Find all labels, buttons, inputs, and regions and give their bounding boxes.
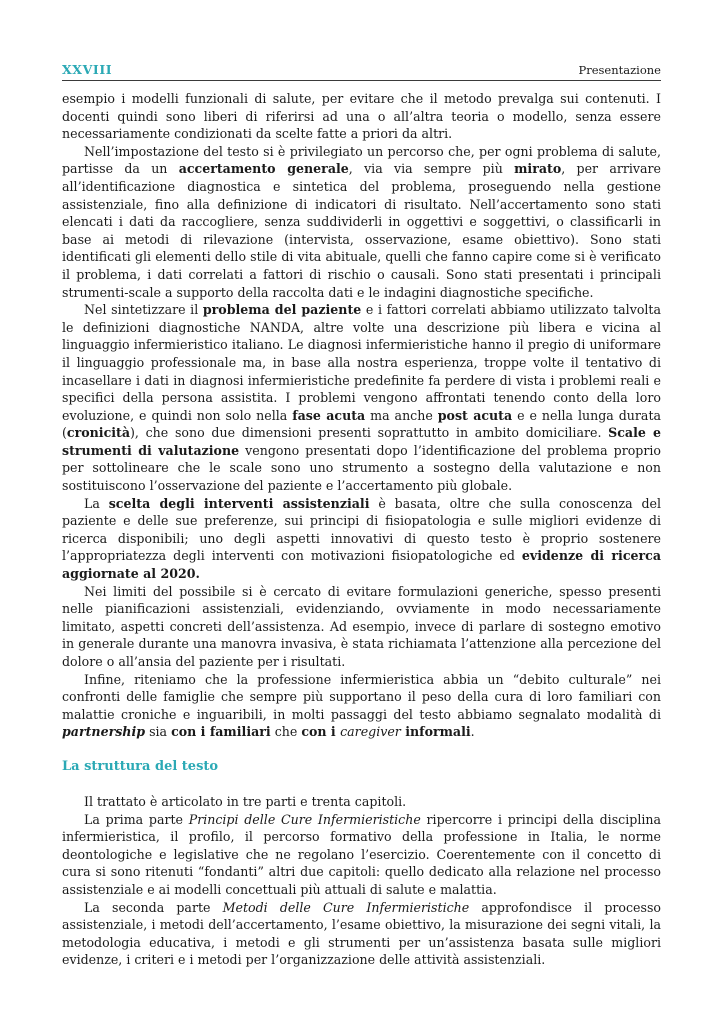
text-run: La seconda parte: [84, 899, 223, 915]
text-run: Nei limiti del possibile si è cercato di evitare formulazioni generiche, spesso presenti nelle pianificazioni assistenziali, evidenziando, ovviamente in modo necessariamente limitato, aspetti concreti dell’assistenza. Ad esempio, invece di parlare di sostegno emotivo in generale durante una manovra invasiva, è stata richiamata l’attenzione alla percezione del dolore o all’ansia del paziente per i risultati.: [62, 583, 661, 669]
paragraph: [62, 301, 661, 495]
text-run: vengono presentati dopo l’identificazione del problema proprio per sottolineare che le scale sono uno strumento a sostegno della valutazione e non sostituiscono l’osservazione del paziente e l’accertamento più globale.: [62, 442, 661, 494]
bold-term: evidenze di ricerca aggiornate al 2020.: [62, 548, 661, 582]
paragraph: [62, 793, 661, 811]
text-run: ma anche: [365, 407, 438, 423]
bold-term: fase acuta: [292, 407, 366, 423]
text-run: Nel sintetizzare il: [84, 302, 203, 318]
italic-term: partnership: [62, 724, 146, 740]
section-heading: La struttura del testo: [62, 759, 219, 774]
italic-term: caregiver: [340, 724, 401, 740]
text-run: Nell’impostazione del testo si è privilegiato un percorso che, per ogni problema di salute, partisse da un: [62, 143, 661, 177]
paragraph: [62, 495, 661, 583]
bold-term: Scale e strumenti di valutazione: [62, 425, 662, 458]
italic-term: Metodi delle Cure Infermieristiche: [222, 899, 470, 915]
text-run: La: [84, 495, 109, 511]
text-run: approfondisce il processo assistenziale, i metodi dell’accertamento, l’esame obiettivo, la misurazione dei segni vitali, la metodologia educativa, i metodi e gli strumenti per un’assistenza basata sulle migliori evidenze, i criteri e i metodi per l’organizzazione delle attività assistenziali.: [62, 899, 662, 968]
bold-term: con i: [301, 724, 341, 740]
paragraph: [62, 899, 661, 969]
text-run: esempio i modelli funzionali di salute, per evitare che il metodo prevalga sui contenuti. I docenti quindi sono liberi di riferirsi ad una o all’altra teoria o modello, senza essere necessariamente condizionati da scelte fatte a priori da altri.: [62, 91, 661, 142]
paragraph: [62, 143, 661, 301]
page-number: XXVIII: [62, 62, 113, 77]
bold-term: problema del paziente: [202, 302, 362, 318]
bold-term: cronicità: [66, 425, 130, 441]
text-run: Infine, riteniamo che la professione infermieristica abbia un “debito culturale” nei confronti delle famiglie che sempre più supportano il peso della cura di loro familiari con malattie croniche e inguaribili, in molti passaggi del testo abbiamo segnalato modalità di: [62, 671, 661, 722]
running-header: [62, 60, 661, 81]
bold-term: post acuta: [437, 407, 513, 423]
bold-term: scelta degli interventi assistenziali: [108, 495, 370, 511]
paragraph: [62, 583, 661, 671]
text-run: ripercorre i principi della disciplina infermieristica, il profilo, il percorso formativo della professione in Italia, le norme deontologiche e legislative che ne regolano l’esercizio. Coerentemente con il concetto di cura si sono ritenuti “fondanti” altri due capitoli: quello dedicato alla relazione nel processo assistenziale e ai modelli concettuali più attuali di salute e malattia.: [62, 811, 661, 897]
bold-term: informali: [400, 724, 471, 740]
text-run: .: [470, 724, 475, 740]
text-run: , via via sempre più: [348, 161, 515, 177]
text-run: Il trattato è articolato in tre parti e trenta capitoli.: [84, 794, 407, 809]
running-section-title: Presentazione: [578, 63, 661, 77]
bold-term: con i familiari: [171, 724, 271, 740]
bold-term: accertamento generale: [178, 161, 349, 177]
paragraph: [62, 671, 661, 741]
body-text: [62, 90, 661, 741]
text-run: , per arrivare all’identificazione diagnostica e sintetica del problema, proseguendo nella gestione assistenziale, fino alla definizione di indicatori di risultato. Nell’accertamento sono stati elencati i dati da raccogliere, senza suddividerli in oggettivi e soggettivi, o classificarli in base ai metodi di rilevazione (intervista, osservazione, esame obiettivo). Sono stati identificati gli elementi dello stile di vita abituale, quelli che fanno capire come si è verificato il problema, i dati correlati a fattori di rischio o causali. Sono stati presentati i principali strumenti-scale a supporto della raccolta dati e le indagini diagnostiche specifiche.: [62, 161, 662, 300]
section-body-text: [62, 793, 661, 969]
text-run: e i fattori correlati abbiamo utilizzato talvolta le definizioni diagnostiche NANDA, altre volte una descrizione più libera e vicina al linguaggio infermieristico italiano. Le diagnosi infermieristiche hanno il pregio di uniformare il linguaggio professionale ma, in base alla nostra esperienza, troppe volte il tentativo di incasellare i dati in diagnosi infermieristiche predefinite fa perdere di vista i problemi reali e specifici della persona assistita. I problemi vengono affrontati tenendo conto della loro evoluzione, e quindi non solo nella: [62, 302, 661, 423]
bold-term: mirato: [514, 161, 562, 177]
text-run: e e nella lunga durata (: [62, 407, 662, 441]
text-run: La prima parte: [84, 811, 189, 827]
paragraph: [62, 811, 661, 899]
text-run: è basata, oltre che sulla conoscenza del paziente e delle sue preferenze, sui principi di fisiopatologia e sulle migliori evidenze di ricerca disponibili; uno degli aspetti innovativi di questo testo è proprio sostenere l’appropriatezza degli interventi con motivazioni fisiopatologiche ed: [62, 495, 661, 564]
text-run: ), che sono due dimensioni presenti soprattutto in ambito domiciliare.: [130, 425, 609, 441]
text-run: sia: [145, 724, 172, 740]
italic-term: Principi delle Cure Infermieristiche: [188, 811, 421, 827]
text-run: che: [270, 724, 302, 740]
paragraph: [62, 90, 661, 143]
